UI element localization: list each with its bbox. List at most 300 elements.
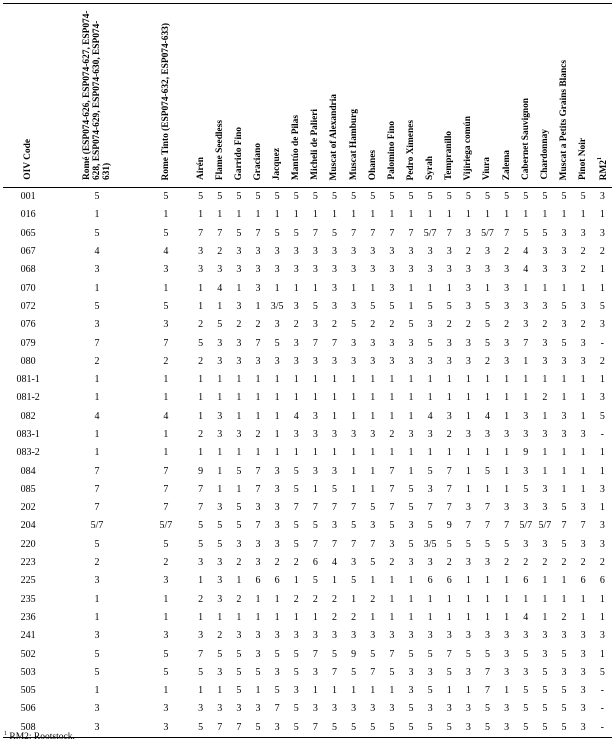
- table-cell: 1: [446, 593, 452, 605]
- table-cell: 5: [255, 666, 261, 678]
- table-cell: 1: [94, 429, 100, 440]
- table-cell: 5: [599, 410, 605, 422]
- table-cell: 6: [427, 575, 433, 587]
- table-cell: 2: [351, 611, 357, 623]
- table-cell: 3: [504, 300, 510, 312]
- table-cell: 3: [465, 557, 471, 569]
- table-cell: 1: [484, 374, 490, 386]
- table-cell: 6: [255, 575, 261, 587]
- table-cell: 2: [217, 246, 223, 258]
- table-cell: 1: [94, 392, 100, 404]
- table-cell: 7: [446, 483, 452, 495]
- table-cell: 5: [561, 502, 567, 514]
- table-cell: 3: [312, 703, 318, 715]
- table-cell: 5: [446, 300, 452, 312]
- table-cell: 1: [163, 392, 169, 404]
- table-cell: 1: [351, 410, 357, 422]
- table-cell: 2: [198, 429, 204, 440]
- oiv-code-cell: 508: [3, 719, 53, 738]
- column-header: [191, 4, 210, 188]
- table-row: [3, 664, 612, 682]
- table-cell: 5: [561, 337, 567, 349]
- table-cell: 5: [325, 719, 344, 738]
- table-cell: 3: [580, 337, 586, 349]
- column-header-label: Vijiriega común: [463, 115, 474, 180]
- table-cell: 1: [331, 392, 337, 404]
- table-cell: 3: [542, 648, 548, 660]
- table-cell: 1: [599, 611, 605, 623]
- table-cell: 7: [465, 520, 471, 532]
- table-cell: 3: [465, 227, 471, 239]
- table-cell: 3: [465, 703, 471, 715]
- table-cell: 3: [465, 666, 471, 678]
- column-header-label: Jacquez: [272, 147, 283, 180]
- table-cell: 5: [94, 538, 100, 550]
- table-cell: 1: [542, 282, 548, 294]
- table-cell: 7: [351, 538, 357, 550]
- table-cell: 7: [94, 502, 100, 514]
- table-cell: 1: [217, 483, 223, 495]
- table-cell: 1: [255, 685, 261, 697]
- table-cell: 1: [312, 209, 318, 221]
- descriptor-table: [3, 3, 612, 738]
- table-cell: 1: [236, 410, 242, 422]
- table-cell: 1: [523, 374, 529, 386]
- table-cell: 1: [312, 685, 318, 697]
- table-cell: 5: [599, 666, 605, 678]
- table-cell: 1: [523, 355, 529, 367]
- table-cell: 3: [163, 319, 169, 331]
- table-cell: 2: [370, 319, 376, 331]
- table-cell: 3: [331, 246, 337, 258]
- table-cell: 2: [331, 611, 337, 623]
- table-cell: 1: [599, 502, 605, 514]
- table-cell: 5: [236, 465, 242, 477]
- table-cell: 7: [274, 703, 280, 715]
- oiv-code-cell: 072: [20, 300, 36, 312]
- table-cell: 3: [293, 300, 299, 312]
- column-header: [325, 4, 344, 188]
- table-cell: 2: [504, 319, 510, 331]
- table-cell: 5: [287, 719, 306, 738]
- table-cell: 1: [408, 282, 414, 294]
- table-cell: 3: [255, 264, 261, 276]
- table-cell: 7: [389, 483, 395, 495]
- table-cell: 7: [561, 520, 567, 532]
- table-cell: 3: [523, 429, 529, 440]
- oiv-code-cell: 235: [20, 593, 36, 605]
- oiv-code-cell: 505: [20, 685, 36, 697]
- table-cell: 7: [217, 227, 223, 239]
- table-cell: 3: [542, 538, 548, 550]
- table-cell: 1: [408, 465, 414, 477]
- table-cell: 3: [293, 246, 299, 258]
- table-cell: 3: [370, 520, 376, 532]
- table-cell: 1: [351, 685, 357, 697]
- table-cell: 3: [523, 465, 529, 477]
- table-cell: 2: [255, 429, 261, 440]
- table-cell: 5: [331, 191, 337, 203]
- table-row: [3, 206, 612, 224]
- table-cell: 2: [561, 557, 567, 569]
- table-row: [3, 188, 612, 207]
- table-cell: 3: [293, 355, 299, 367]
- table-cell: 3: [580, 300, 586, 312]
- table-cell: 1: [217, 447, 223, 459]
- table-cell: 3: [465, 502, 471, 514]
- column-header: [141, 4, 191, 188]
- oiv-code-cell: 220: [20, 538, 36, 550]
- table-cell: 5: [331, 227, 337, 239]
- table-cell: 7: [389, 465, 395, 477]
- oiv-code-cell: 084: [20, 465, 36, 477]
- table-cell: 4: [427, 410, 433, 422]
- table-cell: 3: [331, 429, 337, 440]
- table-cell: 1: [504, 685, 510, 697]
- table-cell: 1: [351, 392, 357, 404]
- table-cell: 7: [370, 227, 376, 239]
- table-cell: 1: [542, 575, 548, 587]
- table-cell: 5: [389, 191, 395, 203]
- column-header: [210, 4, 229, 188]
- table-row: [3, 426, 612, 444]
- table-row: [3, 316, 612, 334]
- table-cell: 3: [599, 191, 605, 203]
- table-cell: 5: [236, 227, 242, 239]
- table-cell: 1: [217, 300, 223, 312]
- table-cell: 7: [306, 719, 325, 738]
- table-cell: 3: [561, 666, 567, 678]
- table-cell: 3: [484, 429, 490, 440]
- table-cell: 5: [163, 538, 169, 550]
- table-cell: 2: [580, 264, 586, 276]
- table-cell: 5: [401, 719, 420, 738]
- table-cell: 3/5: [423, 538, 437, 550]
- table-cell: 3: [504, 666, 510, 678]
- table-cell: 3: [312, 264, 318, 276]
- table-cell: 1: [236, 392, 242, 404]
- table-cell: 1: [331, 575, 337, 587]
- table-cell: 1: [504, 209, 510, 221]
- table-cell: 5: [217, 520, 223, 532]
- table-cell: 5: [370, 300, 376, 312]
- table-cell: 7: [484, 520, 490, 532]
- table-cell: 3: [465, 282, 471, 294]
- table-cell: 5: [344, 719, 363, 738]
- table-cell: 6: [274, 575, 280, 587]
- table-cell: 1: [523, 209, 529, 221]
- table-cell: 5: [293, 538, 299, 550]
- table-cell: 2: [446, 557, 452, 569]
- table-cell: 3: [446, 410, 452, 422]
- table-cell: 7: [229, 719, 248, 738]
- table-cell: 1: [163, 209, 169, 221]
- table-cell: 1: [504, 374, 510, 386]
- table-cell: 5: [484, 703, 490, 715]
- table-cell: 7: [351, 227, 357, 239]
- table-cell: 1: [580, 611, 586, 623]
- table-cell: 3: [274, 483, 280, 495]
- table-cell: 3: [331, 282, 337, 294]
- table-cell: 3: [580, 502, 586, 514]
- table-cell: 2: [599, 557, 605, 569]
- table-cell: 3: [389, 282, 395, 294]
- table-row: [3, 627, 612, 645]
- table-cell: 1: [163, 593, 169, 605]
- table-cell: 5: [363, 719, 382, 738]
- table-cell: 9: [446, 520, 452, 532]
- table-cell: 1: [542, 593, 548, 605]
- table-cell: 1: [561, 282, 567, 294]
- table-cell: 1: [580, 483, 586, 495]
- table-cell: 5: [163, 191, 169, 203]
- table-cell: 3: [293, 685, 299, 697]
- table-cell: 5: [217, 648, 223, 660]
- table-cell: 7: [163, 483, 169, 495]
- table-cell: 1: [580, 465, 586, 477]
- table-cell: 5: [580, 191, 586, 203]
- column-header-footnote-marker: 1: [597, 156, 604, 160]
- table-cell: 4: [331, 557, 337, 569]
- table-cell: 5: [293, 191, 299, 203]
- table-cell: 7: [427, 502, 433, 514]
- table-cell: 1: [599, 374, 605, 386]
- table-header: [3, 4, 612, 188]
- table-cell: 3: [217, 264, 223, 276]
- table-cell: 1: [408, 300, 414, 312]
- table-cell: 3: [561, 410, 567, 422]
- table-cell: 3: [217, 575, 223, 587]
- table-cell: 4: [163, 246, 169, 258]
- table-cell: 5: [542, 666, 548, 678]
- table-cell: 2: [255, 319, 261, 331]
- table-cell: 3: [236, 429, 242, 440]
- table-cell: 3: [236, 246, 242, 258]
- table-cell: 3: [370, 264, 376, 276]
- table-cell: 1: [599, 264, 605, 276]
- column-header-label: Chardonnay: [539, 129, 550, 180]
- column-header-label: Tempranillo: [444, 130, 455, 180]
- column-header-label: Cabernet Sauvignon: [520, 97, 531, 180]
- oiv-code-cell: 080: [20, 355, 36, 367]
- table-cell: 5: [274, 685, 280, 697]
- table-cell: 1: [580, 392, 586, 404]
- table-cell: 7: [446, 227, 452, 239]
- table-cell: 1: [255, 611, 261, 623]
- table-cell: 3: [53, 719, 140, 738]
- table-cell: 3: [504, 703, 510, 715]
- table-cell: 3: [293, 630, 299, 642]
- table-cell: 5: [293, 520, 299, 532]
- table-cell: 5: [382, 719, 401, 738]
- table-cell: 2: [542, 392, 548, 404]
- table-cell: 5: [94, 666, 100, 678]
- table-cell: -: [600, 429, 604, 440]
- table-cell: 3: [523, 666, 529, 678]
- table-cell: 1: [255, 374, 261, 386]
- oiv-code-cell: 225: [20, 575, 36, 587]
- table-row: [3, 334, 612, 352]
- table-cell: 3: [542, 246, 548, 258]
- table-cell: 5: [535, 719, 554, 738]
- table-cell: 5: [408, 191, 414, 203]
- table-footnote: [4, 731, 75, 742]
- table-cell: 1: [198, 300, 204, 312]
- table-cell: 3: [580, 355, 586, 367]
- table-cell: 4: [293, 410, 299, 422]
- table-row: [3, 517, 612, 535]
- column-header-label: Rome Tinto (ESP074-632, ESP074-633): [160, 22, 171, 180]
- table-cell: 1: [561, 209, 567, 221]
- table-cell: 1: [94, 209, 100, 221]
- table-cell: 5: [561, 538, 567, 550]
- table-cell: 5: [163, 300, 169, 312]
- table-cell: 5: [446, 538, 452, 550]
- table-cell: 1: [331, 209, 337, 221]
- table-cell: 5: [236, 685, 242, 697]
- table-cell: 2: [370, 593, 376, 605]
- table-cell: 1: [580, 374, 586, 386]
- table-cell: 5: [561, 191, 567, 203]
- table-cell: 2: [599, 355, 605, 367]
- table-cell: 1: [465, 374, 471, 386]
- column-header-label: OIV Code: [23, 139, 34, 180]
- table-cell: 3: [542, 300, 548, 312]
- table-cell: 3: [427, 264, 433, 276]
- table-cell: 1: [312, 392, 318, 404]
- header-row: [3, 4, 612, 188]
- table-cell: 1: [427, 447, 433, 459]
- table-cell: 7: [94, 337, 100, 349]
- table-cell: 3: [312, 465, 318, 477]
- table-cell: 3: [580, 666, 586, 678]
- table-cell: 3: [408, 264, 414, 276]
- column-header: [382, 4, 401, 188]
- table-cell: 1: [370, 465, 376, 477]
- table-cell: 9: [351, 648, 357, 660]
- table-cell: 7: [370, 538, 376, 550]
- table-cell: 2: [561, 611, 567, 623]
- table-cell: 1: [580, 447, 586, 459]
- table-cell: 7: [484, 685, 490, 697]
- table-cell: 3: [465, 264, 471, 276]
- table-cell: 5: [351, 575, 357, 587]
- table-cell: 1: [427, 282, 433, 294]
- table-cell: 1: [94, 611, 100, 623]
- table-cell: 1: [370, 392, 376, 404]
- table-cell: 3: [542, 337, 548, 349]
- table-cell: 1: [465, 209, 471, 221]
- table-cell: 3: [599, 538, 605, 550]
- table-cell: 5: [478, 719, 497, 738]
- table-cell: 6: [580, 575, 586, 587]
- table-cell: 4: [217, 282, 223, 294]
- table-cell: 3: [274, 465, 280, 477]
- table-cell: 3: [236, 300, 242, 312]
- table-cell: 5: [236, 666, 242, 678]
- table-cell: 4: [163, 410, 169, 422]
- table-cell: 1: [542, 209, 548, 221]
- table-cell: 1: [274, 374, 280, 386]
- table-cell: 1: [370, 611, 376, 623]
- table-cell: 1: [504, 483, 510, 495]
- table-cell: 1: [331, 447, 337, 459]
- table-cell: 3: [351, 264, 357, 276]
- table-cell: 3: [268, 719, 287, 738]
- table-cell: 7: [389, 502, 395, 514]
- table-cell: 7: [312, 227, 318, 239]
- table-cell: 1: [217, 611, 223, 623]
- oiv-code-cell: 241: [20, 630, 36, 642]
- column-header: [229, 4, 248, 188]
- table-cell: 1: [255, 300, 261, 312]
- table-cell: 1: [599, 465, 605, 477]
- table-cell: 7: [255, 227, 261, 239]
- table-cell: 1: [389, 447, 395, 459]
- table-cell: 1: [312, 374, 318, 386]
- table-cell: 3: [351, 355, 357, 367]
- table-cell: 1: [465, 392, 471, 404]
- table-cell: 3: [504, 337, 510, 349]
- table-cell: -: [600, 685, 604, 697]
- table-cell: 3: [370, 703, 376, 715]
- table-cell: 3: [351, 630, 357, 642]
- oiv-code-cell: 068: [20, 264, 36, 276]
- footnote-text: RM2: Rootstock.: [7, 732, 75, 743]
- table-cell: 1: [465, 447, 471, 459]
- table-cell: 3: [408, 557, 414, 569]
- column-header: [535, 4, 554, 188]
- table-cell: 3: [389, 246, 395, 258]
- table-cell: 3: [408, 337, 414, 349]
- table-cell: 5: [94, 191, 100, 203]
- table-cell: 3: [331, 520, 337, 532]
- table-cell: 3: [274, 355, 280, 367]
- table-cell: 5: [274, 337, 280, 349]
- oiv-code-cell: 085: [20, 483, 36, 495]
- table-cell: 1: [217, 374, 223, 386]
- table-cell: 5: [484, 191, 490, 203]
- table-cell: 1: [408, 593, 414, 605]
- table-cell: 3: [599, 630, 605, 642]
- table-cell: 5: [523, 703, 529, 715]
- table-cell: 1: [236, 209, 242, 221]
- column-header-label: Pinot Noir: [578, 138, 589, 180]
- table-row: [3, 682, 612, 700]
- table-cell: 7: [523, 337, 529, 349]
- table-cell: 3: [504, 502, 510, 514]
- table-cell: 1: [163, 685, 169, 697]
- table-cell: 5: [351, 666, 357, 678]
- table-cell: 5: [523, 685, 529, 697]
- table-cell: 7: [484, 666, 490, 678]
- table-cell: 3: [446, 264, 452, 276]
- table-cell: 5: [440, 719, 459, 738]
- table-cell: 1: [504, 410, 510, 422]
- table-cell: 5: [191, 719, 210, 738]
- table-cell: 1: [351, 209, 357, 221]
- table-cell: 3: [599, 319, 605, 331]
- table-cell: 3: [542, 630, 548, 642]
- table-cell: 3: [580, 703, 586, 715]
- column-header-label: Palomino Fino: [386, 121, 397, 180]
- table-cell: 5/7: [481, 227, 494, 239]
- table-cell: 1: [312, 611, 318, 623]
- table-cell: 1: [504, 593, 510, 605]
- table-cell: 3: [163, 630, 169, 642]
- table-cell: 2: [542, 557, 548, 569]
- table-cell: 1: [542, 447, 548, 459]
